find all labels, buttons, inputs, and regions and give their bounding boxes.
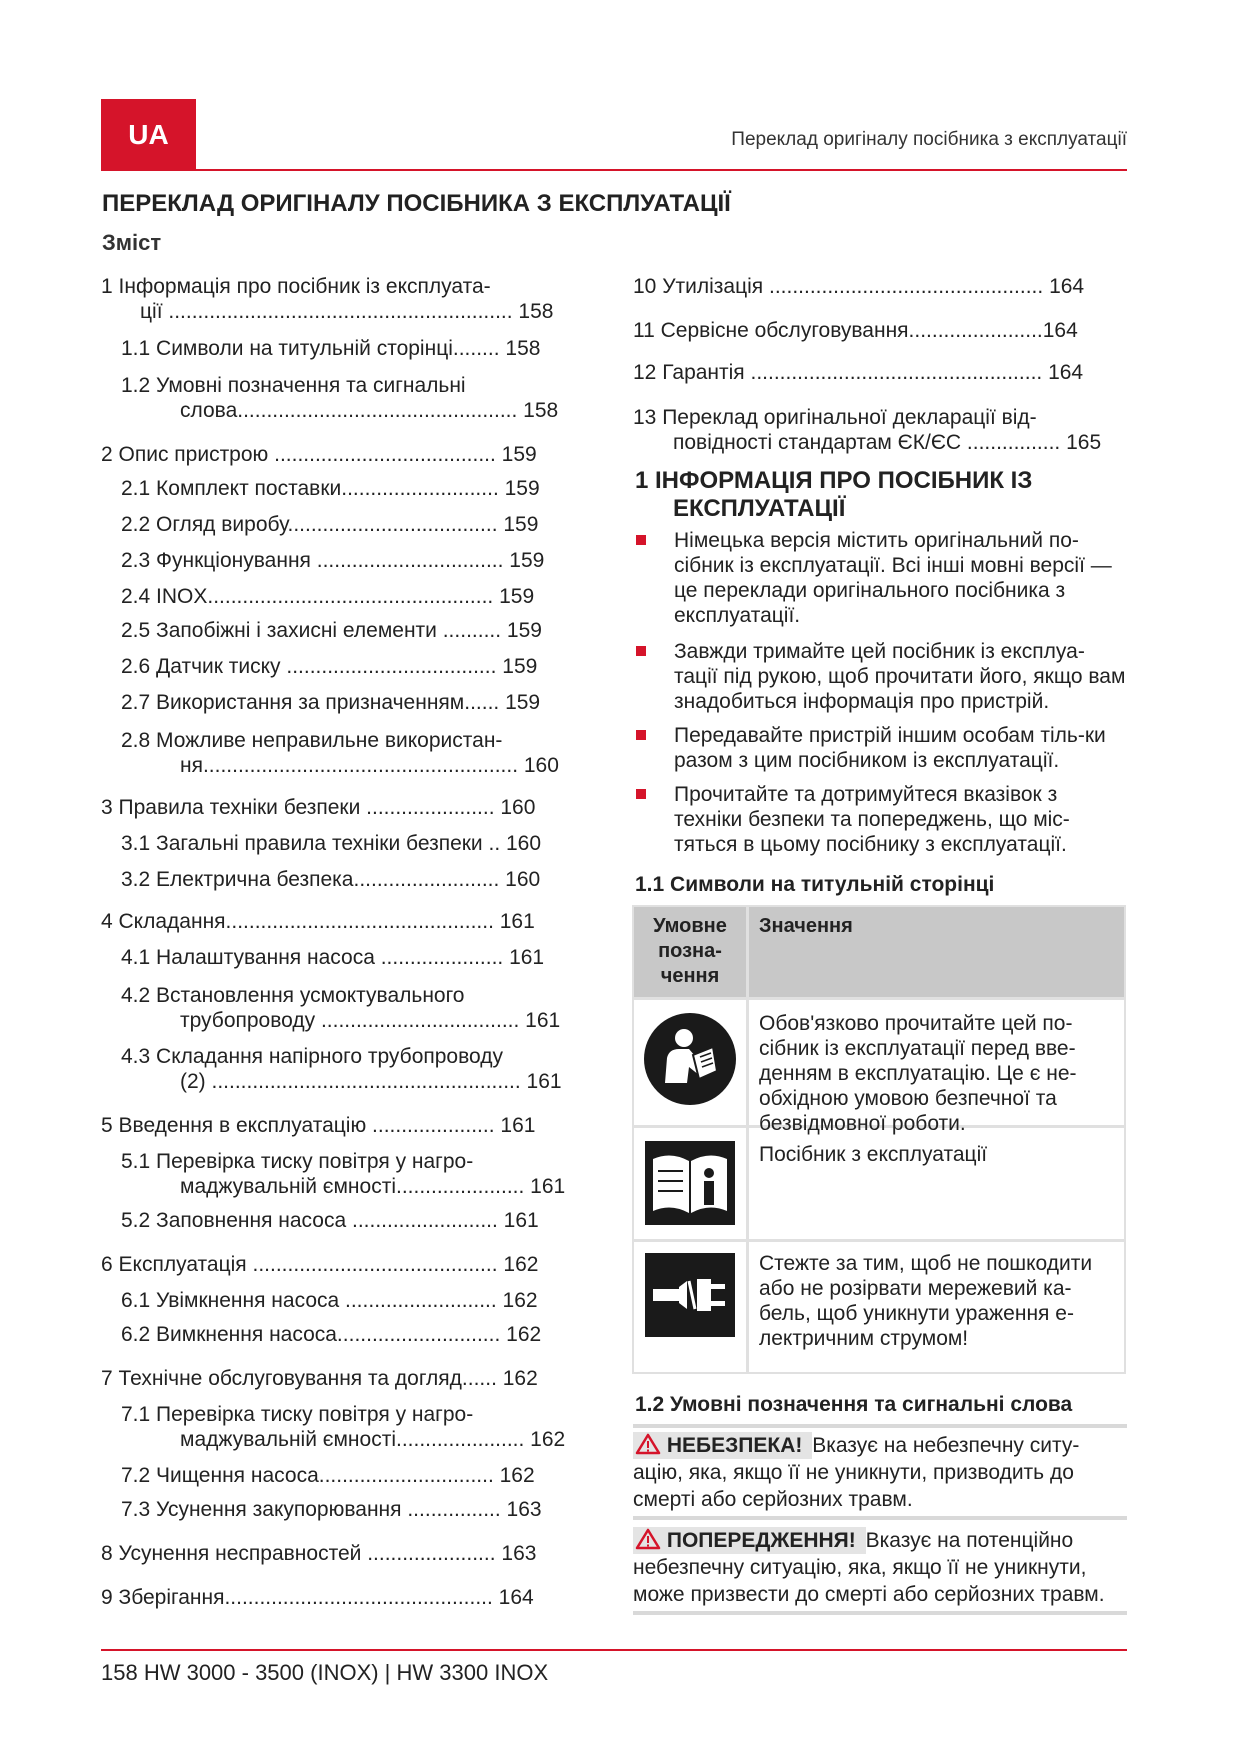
manual-info-icon — [643, 1139, 737, 1227]
toc-entry-10[interactable]: 10 Утилізація ............................................... 164 — [633, 275, 1085, 298]
warning-triangle-icon — [635, 1528, 661, 1550]
bullet-item — [636, 782, 1126, 857]
table-row-divider — [632, 1239, 1126, 1242]
toc-entry-7-1-cont[interactable]: маджувальній ємності...................... 162 — [180, 1428, 566, 1451]
read-manual-icon — [643, 1011, 737, 1107]
warning-divider — [633, 1516, 1127, 1520]
toc-entry-4-1[interactable]: 4.1 Налаштування насоса ..................... 161 — [121, 946, 545, 969]
table-row-divider — [632, 997, 1126, 1000]
toc-entry-7-3[interactable]: 7.3 Усунення закупорювання ................ 163 — [121, 1498, 542, 1521]
warning-divider — [633, 1611, 1127, 1615]
section-1-heading-line2: ЕКСПЛУАТАЦІЇ — [673, 495, 846, 522]
warning-notice — [633, 1527, 1125, 1608]
warning-triangle-icon — [635, 1433, 661, 1455]
bullet-item — [636, 528, 1126, 628]
danger-signal — [633, 1432, 812, 1459]
danger-notice — [633, 1432, 1125, 1513]
bullet-text: Передавайте пристрій іншим особам тіль-ки разом з цим посібником із експлуатації. — [674, 724, 1106, 772]
toc-entry-2-7[interactable]: 2.7 Використання за призначенням...... 159 — [121, 691, 541, 714]
toc-entry-2-8[interactable]: 2.8 Можливе неправильне використан- — [121, 729, 503, 752]
toc-entry-3[interactable]: 3 Правила техніки безпеки ...................... 160 — [101, 796, 536, 819]
column-header-symbol-line: Умовне — [653, 915, 727, 937]
toc-entry-4-3-cont[interactable]: (2) ..................................................... 161 — [180, 1070, 562, 1093]
table-cell-meaning: Обов'язково прочитайте цей по-сібник із експлуатації перед вве-денням в експлуатацію. Це є не-обхідною умовою безпечної та безвідмовної роботи. — [759, 1012, 1077, 1135]
section-1-heading — [635, 467, 1115, 523]
toc-heading: Зміст — [102, 230, 162, 255]
toc-entry-1-2-cont[interactable]: слова................................................ 158 — [180, 399, 559, 422]
toc-entry-1-1[interactable]: 1.1 Символи на титульній сторінці........ 158 — [121, 337, 541, 360]
column-header-meaning: Значення — [759, 915, 853, 937]
toc-entry-4-2[interactable]: 4.2 Встановлення усмоктувального — [121, 984, 465, 1007]
page-title: ПЕРЕКЛАД ОРИГІНАЛУ ПОСІБНИКА З ЕКСПЛУАТАЦІЇ — [102, 190, 731, 217]
toc-entry-2-6[interactable]: 2.6 Датчик тиску .................................... 159 — [121, 655, 538, 678]
section-1-heading-line1: 1 ІНФОРМАЦІЯ ПРО ПОСІБНИК ІЗ — [635, 467, 1033, 494]
warning-word: ПОПЕРЕДЖЕННЯ! — [666, 1529, 856, 1552]
page-footer: 158 HW 3000 - 3500 (INOX) | HW 3300 INOX — [101, 1660, 549, 1685]
toc-entry-2-5[interactable]: 2.5 Запобіжні і захисні елементи .......... 159 — [121, 619, 542, 642]
warning-signal — [633, 1527, 866, 1554]
bullet-text: Завжди тримайте цей посібник із експлуа-тації під рукою, щоб прочитати його, якщо вам знадобиться інформація про пристрій. — [674, 640, 1126, 713]
toc-entry-2-4[interactable]: 2.4 INOX................................................. 159 — [121, 585, 535, 608]
toc-entry-6[interactable]: 6 Експлуатація .......................................... 162 — [101, 1253, 539, 1276]
column-header-symbol-line: чення — [660, 965, 720, 987]
header-divider — [101, 169, 1127, 171]
language-badge: UA — [101, 99, 196, 170]
toc-entry-7-1[interactable]: 7.1 Перевірка тиску повітря у нагро- — [121, 1403, 474, 1426]
toc-entry-5[interactable]: 5 Введення в експлуатацію ..................... 161 — [101, 1114, 536, 1137]
symbols-table — [632, 905, 1126, 1374]
bullet-item — [636, 723, 1126, 773]
bullet-square-icon — [636, 646, 646, 656]
toc-entry-12[interactable]: 12 Гарантія .................................................. 164 — [633, 361, 1084, 384]
toc-entry-3-2[interactable]: 3.2 Електрична безпека......................... 160 — [121, 868, 541, 891]
toc-entry-9[interactable]: 9 Зберігання.............................................. 164 — [101, 1586, 534, 1609]
toc-entry-11[interactable]: 11 Сервісне обслуговування.......................164 — [633, 319, 1078, 342]
bullet-text: Німецька версія містить оригінальний по-сібник із експлуатації. Всі інші мовні версії — це переклади оригінального посібника з експлуатації. — [674, 529, 1112, 627]
toc-entry-8[interactable]: 8 Усунення несправностей ...................... 163 — [101, 1542, 537, 1565]
toc-entry-6-1[interactable]: 6.1 Увімкнення насоса .......................... 162 — [121, 1289, 538, 1312]
toc-entry-4[interactable]: 4 Складання.............................................. 161 — [101, 910, 535, 933]
toc-entry-4-3[interactable]: 4.3 Складання напірного трубопроводу — [121, 1045, 503, 1068]
toc-entry-5-2[interactable]: 5.2 Заповнення насоса ......................... 161 — [121, 1209, 539, 1232]
column-header-symbol-line: позна- — [658, 940, 722, 962]
running-title: Переклад оригіналу посібника з експлуатації — [731, 129, 1127, 150]
toc-entry-3-1[interactable]: 3.1 Загальні правила техніки безпеки .. 160 — [121, 832, 542, 855]
toc-entry-5-1-cont[interactable]: маджувальній ємності...................... 161 — [180, 1175, 566, 1198]
table-cell-meaning: Посібник з експлуатації — [759, 1143, 988, 1166]
toc-entry-13-cont[interactable]: повідності стандартам ЄК/ЄС ................ 165 — [673, 431, 1102, 454]
toc-entry-2-1[interactable]: 2.1 Комплект поставки........................... 159 — [121, 477, 540, 500]
danger-word: НЕБЕЗПЕКА! — [666, 1434, 803, 1457]
section-1-1-heading: 1.1 Символи на титульній сторінці — [635, 873, 995, 896]
danger-text: Вказує на небезпечну ситу-ацію, яка, якщо її не уникнути, призводить до смерті або серйозних травм. — [633, 1434, 1080, 1511]
toc-entry-2[interactable]: 2 Опис пристрою ...................................... 159 — [101, 443, 537, 466]
bullet-item — [636, 639, 1126, 714]
warning-text: Вказує на потенційно небезпечну ситуацію, яка, якщо її не уникнути, може призвести до смерті або серйозних травм. — [633, 1529, 1105, 1606]
table-column-divider — [746, 905, 749, 1374]
footer-divider — [101, 1649, 1127, 1651]
toc-entry-1-2[interactable]: 1.2 Умовні позначення та сигнальні — [121, 374, 466, 397]
toc-entry-2-8-cont[interactable]: ня...................................................... 160 — [180, 754, 559, 777]
toc-entry-7[interactable]: 7 Технічне обслуговування та догляд...... 162 — [101, 1367, 538, 1390]
toc-entry-7-2[interactable]: 7.2 Чищення насоса.............................. 162 — [121, 1464, 535, 1487]
section-1-2-heading: 1.2 Умовні позначення та сигнальні слова — [635, 1393, 1073, 1416]
cable-damage-icon — [643, 1251, 737, 1339]
toc-entry-5-1[interactable]: 5.1 Перевірка тиску повітря у нагро- — [121, 1150, 474, 1173]
bullet-text: Прочитайте та дотримуйтеся вказівок з техніки безпеки та попереджень, що міс-тяться в цьому посібнику з експлуатації. — [674, 783, 1070, 856]
toc-entry-1-cont[interactable]: ції ........................................................... 158 — [140, 300, 554, 323]
toc-entry-2-3[interactable]: 2.3 Функціонування ................................ 159 — [121, 549, 545, 572]
bullet-square-icon — [636, 789, 646, 799]
toc-entry-6-2[interactable]: 6.2 Вимкнення насоса............................ 162 — [121, 1323, 542, 1346]
toc-entry-1[interactable]: 1 Інформація про посібник із експлуата- — [101, 275, 491, 298]
column-header-symbol — [640, 914, 740, 989]
bullet-square-icon — [636, 535, 646, 545]
toc-entry-4-2-cont[interactable]: трубопроводу .................................. 161 — [180, 1009, 561, 1032]
table-cell-meaning: Стежте за тим, щоб не пошкодити або не розірвати мережевий ка-бель, щоб уникнути ураження е-лектричним струмом! — [759, 1252, 1093, 1350]
toc-entry-13[interactable]: 13 Переклад оригінальної декларації від- — [633, 406, 1037, 429]
warning-divider — [633, 1424, 1127, 1428]
toc-entry-2-2[interactable]: 2.2 Огляд виробу.................................... 159 — [121, 513, 539, 536]
bullet-square-icon — [636, 730, 646, 740]
